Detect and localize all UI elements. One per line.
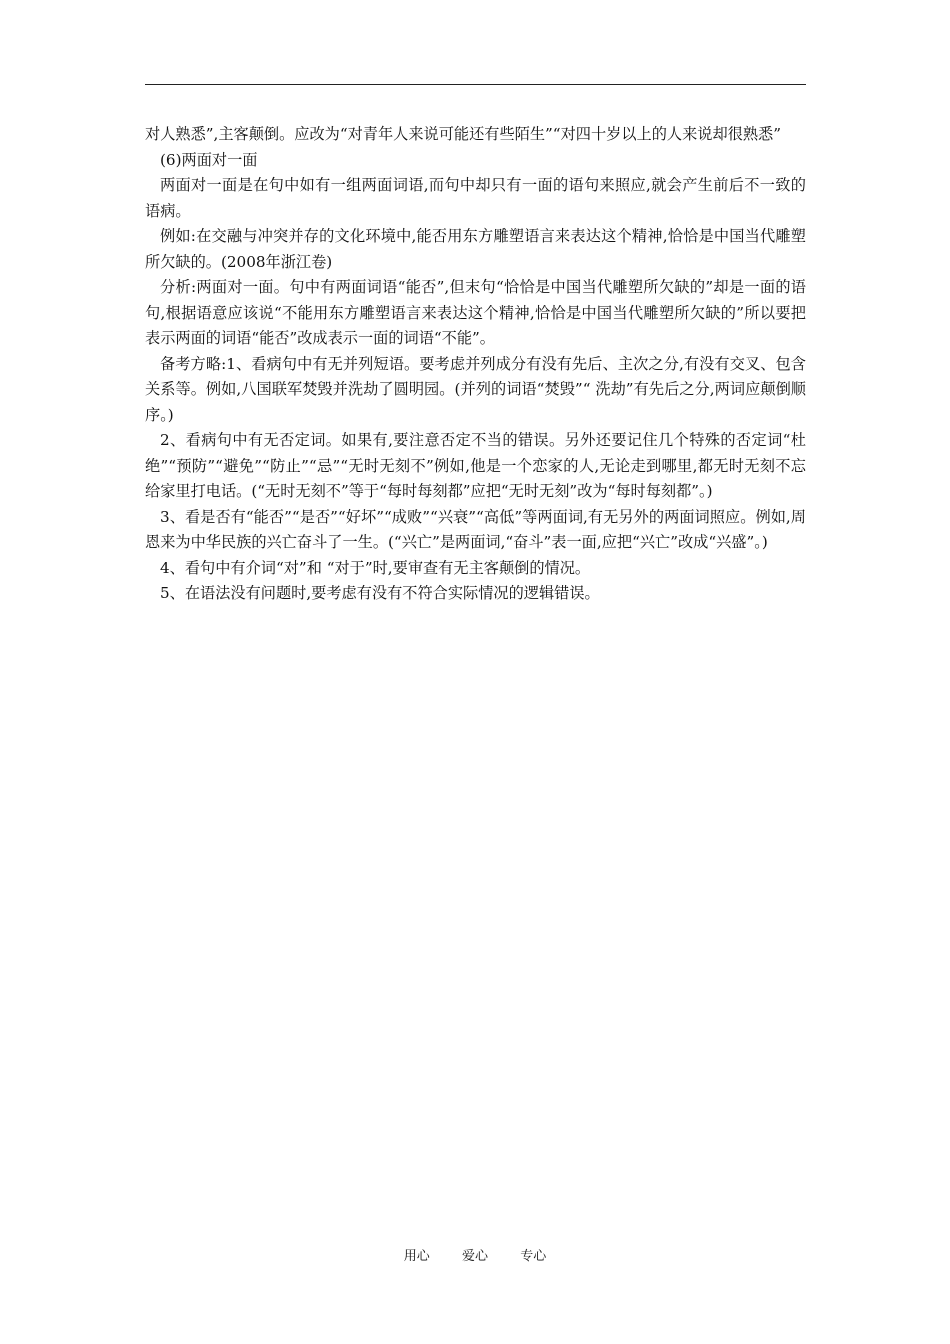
header-rule [145,84,806,85]
document-body [145,122,806,607]
section-heading: (6)两面对一面 [160,150,258,169]
paragraph-strategy-5: 5、在语法没有问题时,要考虑有没有不符合实际情况的逻辑错误。 [160,584,600,602]
paragraph-definition: 两面对一面是在句中如有一组两面词语,而句中却只有一面的语句来照应,就会产生前后不一致的语病。 [145,176,806,220]
paragraph-analysis: 分析:两面对一面。句中有两面词语“能否”,但末句“恰恰是中国当代雕塑所欠缺的”却是一面的语句,根据语意应该说“不能用东方雕塑语言来表达这个精神,恰恰是中国当代雕塑所欠缺的”所以要把表示两面的词语“能否”改成表示一面的词语“不能”。 [145,278,806,347]
paragraph-strategy-2: 2、看病句中有无否定词。如果有,要注意否定不当的错误。另外还要记住几个特殊的否定词“杜绝”“预防”“避免”“防止”“忌”“无时无刻不”例如,他是一个恋家的人,无论走到哪里,都无时无刻不忘给家里打电话。(“无时无刻不”等于“每时每刻都”应把“无时无刻”改为“每时每刻都”。) [145,431,806,500]
paragraph-strategy-1: 备考方略:1、看病句中有无并列短语。要考虑并列成分有没有先后、主次之分,有没有交叉、包含关系等。例如,八国联军焚毁并洗劫了圆明园。(并列的词语“焚毁”“ 洗劫”有先后之分,两词应颠倒顺序。) [145,354,806,424]
paragraph-1: 对人熟悉”,主客颠倒。应改为“对青年人来说可能还有些陌生”“对四十岁以上的人来说却很熟悉” [145,125,781,143]
paragraph-strategy-4: 4、看句中有介词“对”和 “对于”时,要审查有无主客颠倒的情况。 [160,558,591,577]
paragraph-example: 例如:在交融与冲突并存的文化环境中,能否用东方雕塑语言来表达这个精神,恰恰是中国当代雕塑所欠缺的。(2008年浙江卷) [145,227,806,271]
page-footer: 用心 爱心 专心 [403,1249,547,1264]
paragraph-strategy-3: 3、看是否有“能否”“是否”“好坏”“成败”“兴衰”“高低”等两面词,有无另外的两面词照应。例如,周恩来为中华民族的兴亡奋斗了一生。(“兴亡”是两面词,“奋斗”表一面,应把“兴亡”改成“兴盛”。) [145,507,806,551]
